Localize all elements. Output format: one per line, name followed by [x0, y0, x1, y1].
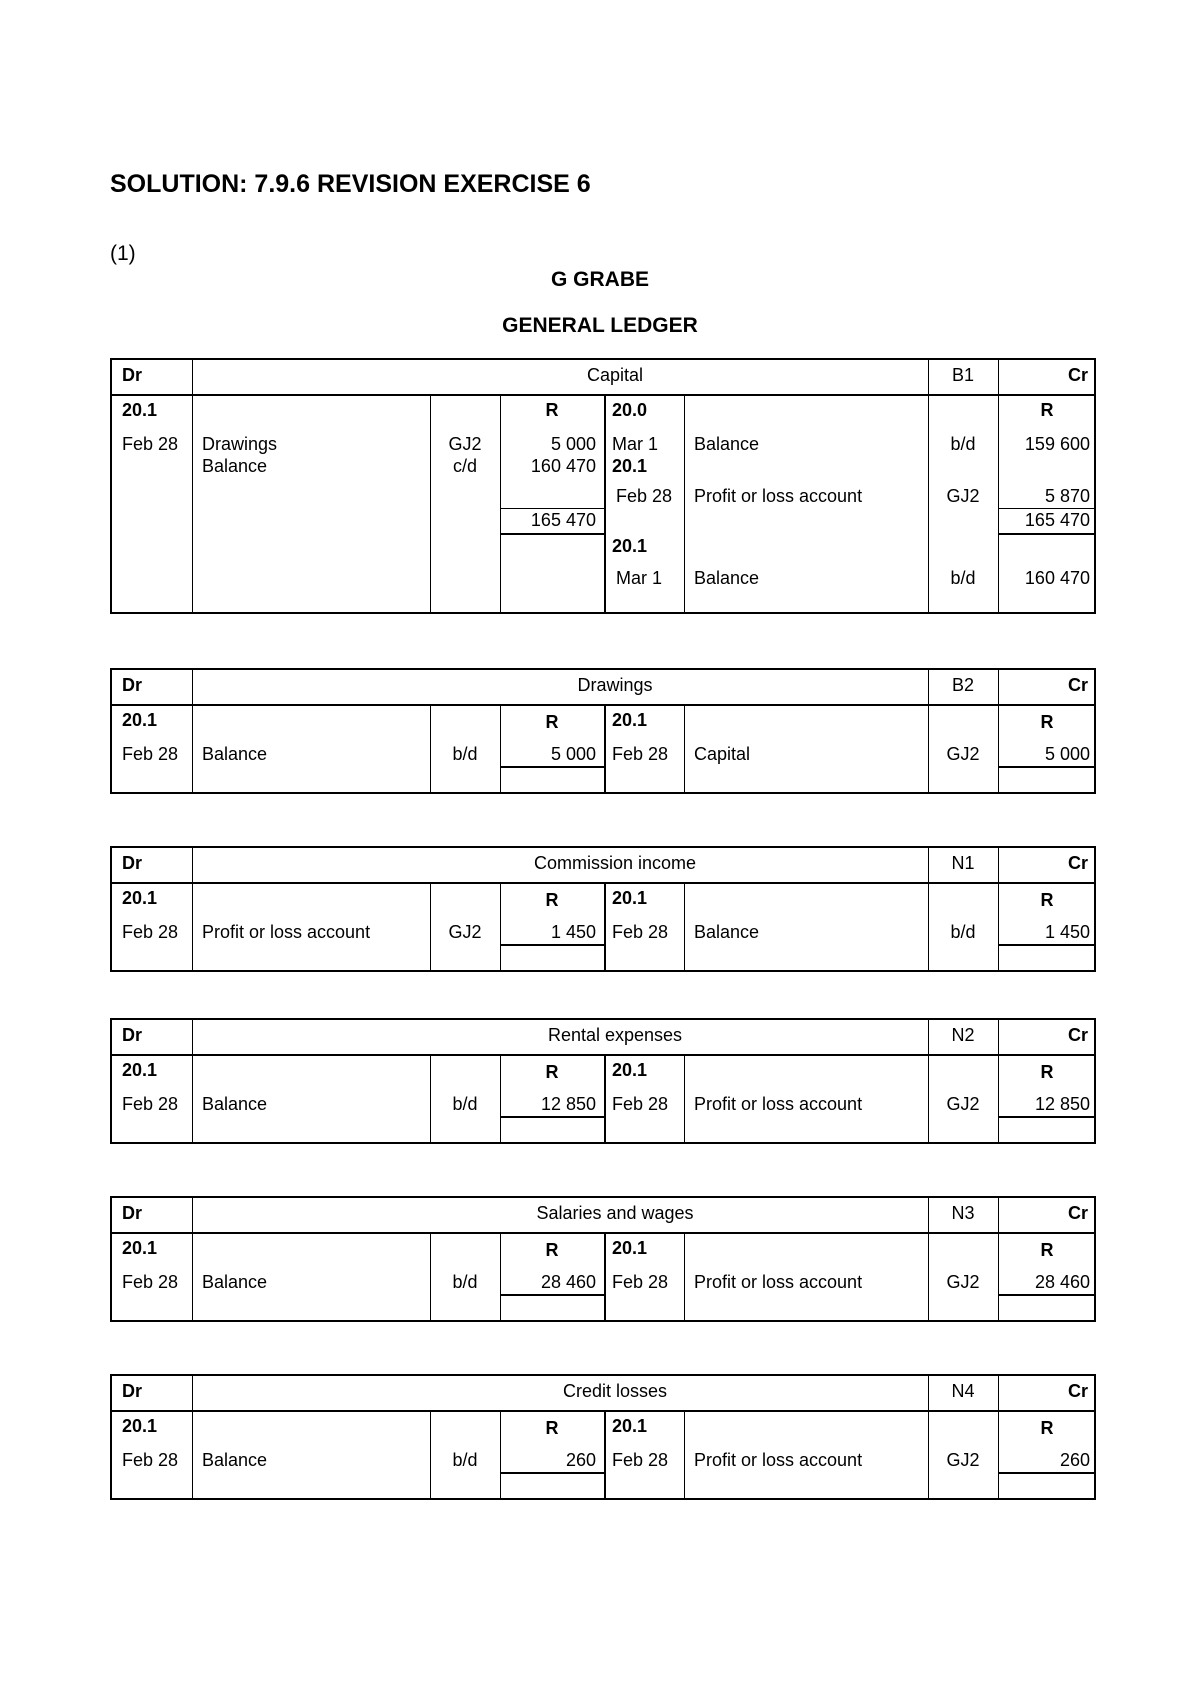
account-folio: B1 [951, 365, 975, 385]
debit-date: Feb 28 [122, 1450, 179, 1470]
credit-amount: 28 460 [1034, 1272, 1090, 1292]
account-header [112, 1020, 1094, 1056]
account-name: Drawings [577, 675, 653, 695]
credit-details: Profit or loss account [694, 486, 863, 506]
debit-details: Balance [202, 744, 268, 764]
credit-date: Mar 1 [612, 434, 659, 454]
debit-folio: b/d [452, 744, 478, 764]
account-body [112, 396, 1094, 614]
credit-year: 20.1 [612, 456, 648, 476]
cr-label: Cr [1067, 853, 1088, 873]
debit-year: 20.1 [122, 888, 158, 908]
credit-date: Feb 28 [616, 486, 673, 506]
debit-details: Balance [202, 1272, 268, 1292]
dr-label: Dr [122, 675, 143, 695]
debit-details: Balance [202, 456, 268, 476]
credit-currency: R [1040, 1240, 1054, 1260]
account-body [112, 1056, 1094, 1144]
credit-date: Mar 1 [616, 568, 663, 588]
dr-label: Dr [122, 1381, 143, 1401]
credit-folio: GJ2 [946, 1094, 980, 1114]
page-heading: SOLUTION: 7.9.6 REVISION EXERCISE 6 [110, 170, 591, 198]
credit-year: 20.1 [612, 1238, 648, 1258]
debit-folio: c/d [452, 456, 477, 476]
account-header [112, 360, 1094, 396]
cr-label: Cr [1067, 1203, 1088, 1223]
dr-label: Dr [122, 1203, 143, 1223]
account-name: Commission income [533, 853, 697, 873]
credit-details: Balance [694, 568, 760, 588]
debit-date: Feb 28 [122, 1094, 179, 1114]
credit-details: Balance [694, 434, 760, 454]
credit-folio: b/d [950, 568, 976, 588]
debit-currency: R [545, 400, 559, 420]
debit-details: Drawings [202, 434, 278, 454]
debit-currency: R [545, 1062, 559, 1082]
account-body [112, 884, 1094, 972]
credit-date: Feb 28 [612, 1094, 669, 1114]
debit-folio: b/d [452, 1450, 478, 1470]
credit-year: 20.1 [612, 888, 648, 908]
debit-folio: GJ2 [448, 434, 482, 454]
credit-details: Profit or loss account [694, 1094, 863, 1114]
account-folio: N3 [951, 1203, 975, 1223]
debit-year: 20.1 [122, 710, 158, 730]
credit-year: 20.1 [612, 536, 648, 556]
credit-date: Feb 28 [612, 1272, 669, 1292]
account-header [112, 848, 1094, 884]
debit-total: 165 470 [530, 510, 596, 530]
credit-details: Profit or loss account [694, 1450, 863, 1470]
account-credit-losses [110, 1374, 1096, 1500]
debit-currency: R [545, 1240, 559, 1260]
account-header [112, 1198, 1094, 1234]
debit-folio: b/d [452, 1094, 478, 1114]
account-name: Rental expenses [547, 1025, 683, 1045]
cr-label: Cr [1067, 365, 1088, 385]
account-header [112, 1376, 1094, 1412]
debit-year: 20.1 [122, 400, 158, 420]
dr-label: Dr [122, 1025, 143, 1045]
debit-amount: 160 470 [530, 456, 596, 476]
debit-amount: 1 450 [550, 922, 596, 942]
account-name: Credit losses [562, 1381, 668, 1401]
credit-folio: GJ2 [946, 744, 980, 764]
cr-label: Cr [1067, 675, 1088, 695]
part-label: (1) [110, 242, 136, 265]
credit-amount: 159 600 [1024, 434, 1090, 454]
credit-amount: 5 870 [1044, 486, 1090, 506]
debit-currency: R [545, 1418, 559, 1438]
credit-year: 20.1 [612, 1060, 648, 1080]
account-folio: B2 [951, 675, 975, 695]
debit-details: Balance [202, 1094, 268, 1114]
debit-year: 20.1 [122, 1238, 158, 1258]
debit-date: Feb 28 [122, 744, 179, 764]
credit-currency: R [1040, 400, 1054, 420]
credit-year: 20.0 [612, 400, 648, 420]
credit-folio: b/d [950, 922, 976, 942]
credit-currency: R [1040, 1062, 1054, 1082]
dr-label: Dr [122, 365, 143, 385]
debit-date: Feb 28 [122, 922, 179, 942]
debit-amount: 28 460 [540, 1272, 596, 1292]
debit-date: Feb 28 [122, 1272, 179, 1292]
debit-folio: b/d [452, 1272, 478, 1292]
debit-currency: R [545, 890, 559, 910]
account-rental-expenses [110, 1018, 1096, 1144]
dr-label: Dr [122, 853, 143, 873]
account-body [112, 1412, 1094, 1500]
debit-year: 20.1 [122, 1416, 158, 1436]
credit-currency: R [1040, 712, 1054, 732]
debit-currency: R [545, 712, 559, 732]
credit-details: Capital [694, 744, 751, 764]
account-body [112, 706, 1094, 794]
account-folio: N2 [951, 1025, 975, 1045]
credit-folio: GJ2 [946, 1450, 980, 1470]
credit-date: Feb 28 [612, 744, 669, 764]
credit-folio: b/d [950, 434, 976, 454]
credit-date: Feb 28 [612, 1450, 669, 1470]
credit-currency: R [1040, 890, 1054, 910]
credit-folio: GJ2 [946, 486, 980, 506]
credit-amount: 260 [1059, 1450, 1090, 1470]
account-header [112, 670, 1094, 706]
cr-label: Cr [1067, 1025, 1088, 1045]
credit-year: 20.1 [612, 1416, 648, 1436]
credit-details: Profit or loss account [694, 1272, 863, 1292]
debit-amount: 260 [565, 1450, 596, 1470]
debit-details: Profit or loss account [202, 922, 371, 942]
account-capital [110, 358, 1096, 614]
debit-folio: GJ2 [448, 922, 482, 942]
credit-total: 165 470 [1024, 510, 1090, 530]
credit-currency: R [1040, 1418, 1054, 1438]
debit-amount: 5 000 [550, 744, 596, 764]
cr-label: Cr [1067, 1381, 1088, 1401]
ledger-title: GENERAL LEDGER [502, 314, 698, 337]
credit-amount: 5 000 [1044, 744, 1090, 764]
account-salaries-and-wages [110, 1196, 1096, 1322]
account-drawings [110, 668, 1096, 794]
credit-details: Balance [694, 922, 760, 942]
debit-amount: 5 000 [550, 434, 596, 454]
debit-details: Balance [202, 1450, 268, 1470]
credit-amount: 1 450 [1044, 922, 1090, 942]
credit-amount: 12 850 [1034, 1094, 1090, 1114]
account-commission-income [110, 846, 1096, 972]
debit-year: 20.1 [122, 1060, 158, 1080]
credit-year: 20.1 [612, 710, 648, 730]
credit-amount: 160 470 [1024, 568, 1090, 588]
account-folio: N1 [951, 853, 975, 873]
account-body [112, 1234, 1094, 1322]
account-name: Salaries and wages [536, 1203, 694, 1223]
account-folio: N4 [951, 1381, 975, 1401]
credit-folio: GJ2 [946, 1272, 980, 1292]
debit-amount: 12 850 [540, 1094, 596, 1114]
account-name: Capital [586, 365, 644, 385]
credit-date: Feb 28 [612, 922, 669, 942]
debit-date: Feb 28 [122, 434, 179, 454]
company-name: G GRABE [550, 268, 649, 291]
